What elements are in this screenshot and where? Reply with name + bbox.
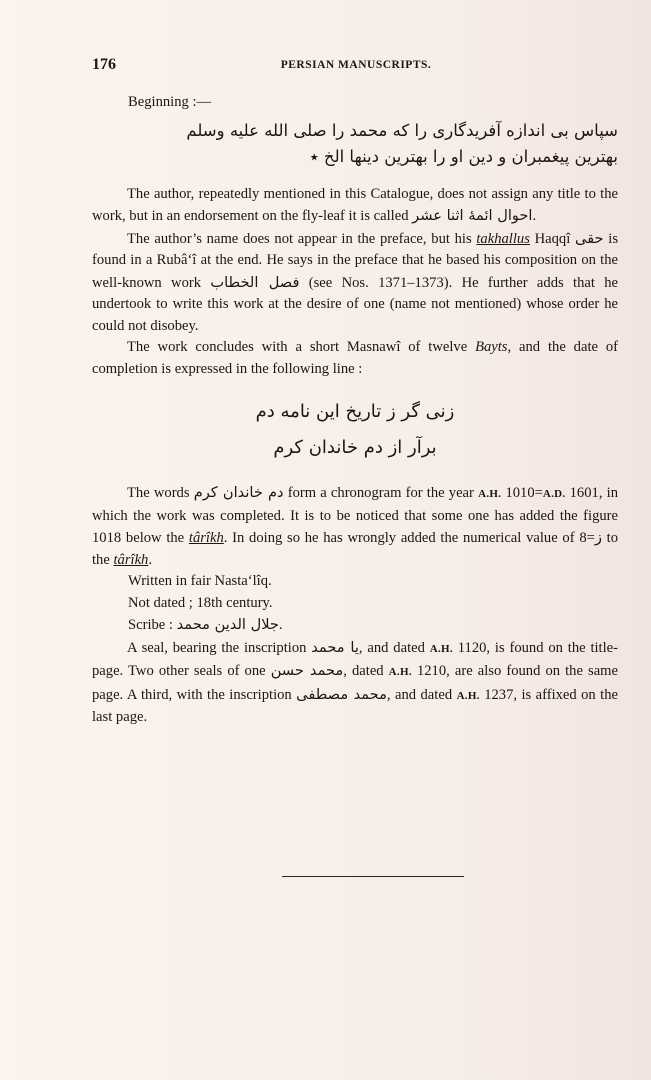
era-ah: A.H. [388, 666, 412, 678]
paragraph-masnawi-note [92, 337, 618, 380]
persian-source-work: فصل الخطاب [210, 273, 300, 291]
text: , dated [343, 663, 389, 679]
beginning-persian-line-2: بهترین پیغمبران و دین او را بهترین دینها الخ ٭ [309, 146, 618, 166]
page-body [92, 92, 618, 729]
seal-inscription-1: یا محمد [311, 638, 359, 656]
persian-chronogram: دم خاندان کرم [193, 484, 284, 501]
text: , and dated [386, 686, 457, 703]
chronogram-verse [92, 394, 618, 466]
scribe-label: Scribe : [128, 617, 177, 633]
tarikh-term: târîkh [188, 530, 224, 546]
text: is found in a Rubâ‘î at the end. He says in the preface that he based his composition on the well-known work [92, 230, 619, 291]
paragraph-seals-note [92, 637, 618, 729]
text: . In doing so he has wrongly added the numerical value of [223, 530, 580, 546]
era-ah: A.H. [429, 642, 453, 655]
text: =8 to the [92, 530, 618, 568]
persian-letter: ز [594, 529, 602, 546]
scribe-name: جلال الدین محمد [176, 616, 279, 633]
text: (see Nos. 1371–1373). He further adds that he undertook to write this work at the desire of one (name not mentioned) whose order he could not disobey. [92, 274, 618, 334]
text: The work concludes with a short Masnawî of twelve [127, 339, 476, 355]
scribe-note [92, 614, 618, 637]
running-title: PERSIAN MANUSCRIPTS. [280, 59, 432, 71]
text: The author, repeatedly mentioned in this Catalogue, does not assign any title to the work, but in an endorsement on the fly-leaf it is called [92, 185, 618, 224]
text: The words [127, 485, 194, 501]
persian-title: احوال ائمهٔ اثنا عشر [412, 207, 533, 224]
tarikh-term: târîkh [113, 551, 149, 568]
era-ah: A.H. [478, 488, 502, 500]
paragraph-title-note [92, 184, 618, 228]
takhallus-term: takhallus [476, 230, 530, 247]
text: . [532, 208, 537, 224]
text: 1010= [501, 485, 543, 501]
page-header [92, 56, 620, 80]
script-note: Written in fair Nasta‘lîq. [128, 573, 272, 589]
text: . [148, 551, 153, 568]
end-rule [282, 876, 464, 877]
era-ad: A.D. [542, 488, 566, 500]
date-note: Not dated ; 18th century. [128, 594, 273, 611]
era-ah: A.H. [456, 689, 480, 702]
text: 1120, is found on the title-page. Two other seals of one [92, 639, 618, 679]
text: Haqqî [529, 230, 575, 247]
text: . [278, 617, 283, 633]
text: 1210, are also found on the same page. A third, with the inscription [92, 663, 619, 703]
text: 1237, is affixed on the last page. [92, 686, 618, 725]
verse-line-2: برآر از دم خاندان کرم [273, 437, 437, 458]
verse-line-1: زنی گر ز تاریخ این نامه دم [255, 401, 455, 422]
seal-inscription-2: محمد حسن [270, 662, 344, 679]
paragraph-author-note [92, 228, 618, 338]
bayts-term: Bayts [475, 339, 508, 355]
text: 1601, in which the work was completed. It is to be noticed that some one has added the figure 1018 below the [92, 485, 618, 546]
persian-takhallus: حقی [574, 229, 604, 247]
page-number: 176 [92, 56, 116, 73]
seal-inscription-3: محمد مصطفی [296, 685, 387, 703]
text: form a chronogram for the year [283, 485, 479, 501]
text: The author’s name does not appear in the preface, but his [127, 230, 477, 247]
text: A seal, bearing the inscription [127, 639, 312, 656]
beginning-label: Beginning :— [128, 94, 212, 110]
beginning-persian-line-1: سپاس بی اندازه آفریدگاری را که محمد را صلی الله علیه وسلم [186, 120, 618, 140]
text: , and the date of completion is expressed in the following line : [92, 339, 618, 377]
paragraph-chronogram-note [92, 482, 618, 571]
text: , and dated [358, 639, 430, 656]
